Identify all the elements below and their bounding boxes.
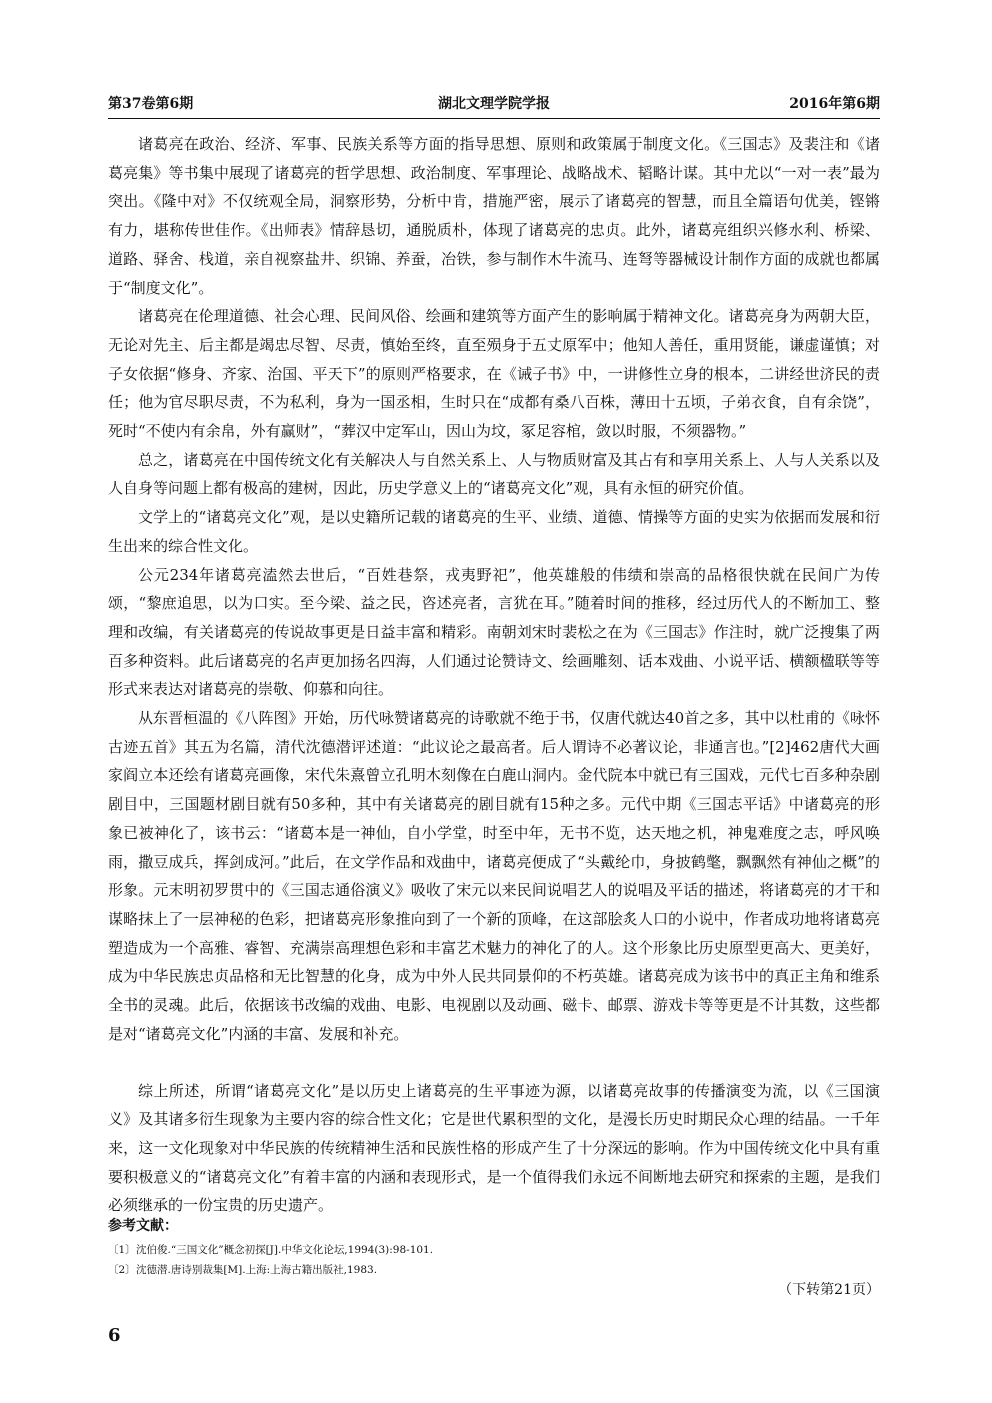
header-volume: 第37卷第6期 (108, 96, 194, 112)
reference-item (108, 1260, 880, 1280)
reference-text: 沈德潜.唐诗别裁集[M].上海:上海古籍出版社,1983. (136, 1264, 378, 1276)
references-heading: 参考文献： (108, 1218, 178, 1234)
paragraph-spiritual-culture: 诸葛亮在伦理道德、社会心理、民间风俗、绘画和建筑等方面产生的影响属于精神文化。诸葛亮身为两朝大臣，无论对先主、后主都是竭忠尽智、尽责，慎始至终，直至殒身于五丈原军中；他知人善任，重用贤能，谦虚谨慎；对子女依据“修身、齐家、治国、平天下”的原则严格要求，在《诫子书》中，一讲修性立身的根本，二讲经世济民的责任；他为官尽职尽责，不为私利，身为一国丞相，生时只在“成都有桑八百株，薄田十五顷，子弟衣食，自有余饶”，死时“不使内有余帛，外有赢财”，“葬汉中定军山，因山为坟，冢足容棺，敛以时服，不须器物。” (108, 307, 880, 441)
article-body (108, 130, 880, 1220)
continued-on-note: （下转第21页） (778, 1282, 880, 1298)
paragraph-literary-view: 文学上的“诸葛亮文化”观，是以史籍所记载的诸葛亮的生平、业绩、道德、情操等方面的史实为依据而发展和衍生出来的综合性文化。 (108, 508, 880, 555)
header-journal-title: 湖北文理学院学报 (438, 96, 550, 112)
paragraph-conclusion: 综上所述，所谓“诸葛亮文化”是以历史上诸葛亮的生平事迹为源，以诸葛亮故事的传播演变为流，以《三国演义》及其诸多衍生现象为主要内容的综合性文化；它是世代累积型的文化，是漫长历史时期民众心理的结晶。一千年来，这一文化现象对中华民族的传统精神生活和民族性格的形成产生了十分深远的影响。作为中国传统文化中具有重要积极意义的“诸葛亮文化”有着丰富的内涵和表现形式，是一个值得我们永远不间断地去研究和探索的主题，是我们必须继承的一份宝贵的历史遗产。 (108, 1081, 880, 1215)
header-rule (108, 118, 880, 119)
header-issue: 2016年第6期 (789, 96, 880, 112)
references-section (108, 1216, 880, 1280)
page-number: 6 (108, 1325, 121, 1346)
paragraph-folk-transmission: 公元234年诸葛亮溘然去世后，“百姓巷祭，戎夷野祀”，他英雄般的伟绩和崇高的品格很快就在民间广为传颂，“黎庶追思，以为口实。至今梁、益之民，咨述亮者，言犹在耳。”随着时间的推移，经过历代人的不断加工、整理和改编，有关诸葛亮的传说故事更是日益丰富和精彩。南朝刘宋时裴松之在为《三国志》作注时，就广泛搜集了两百多种资料。此后诸葛亮的名声更加扬名四海，人们通过论赞诗文、绘画雕刻、话本戏曲、小说平话、横额楹联等等形式来表达对诸葛亮的崇敬、仰慕和向往。 (108, 565, 880, 699)
running-header (108, 94, 880, 114)
reference-number: 〔2〕 (108, 1264, 136, 1276)
reference-text: 沈伯俊.“三国文化”概念初探[J].中华文化论坛,1994(3):98-101. (136, 1244, 434, 1256)
paragraph-institutional-culture: 诸葛亮在政治、经济、军事、民族关系等方面的指导思想、原则和政策属于制度文化。《三国志》及裴注和《诸葛亮集》等书集中展现了诸葛亮的哲学思想、政治制度、军事理论、战略战术、韬略计谋。其中尤以“一对一表”最为突出。《隆中对》不仅统观全局，洞察形势，分析中肯，措施严密，展示了诸葛亮的智慧，而且全篇语句优美，铿锵有力，堪称传世佳作。《出师表》情辞恳切，通脱质朴，体现了诸葛亮的忠贞。此外，诸葛亮组织兴修水利、桥梁、道路、驿舍、栈道，亲自视察盐井、织锦、养蚕，冶铁，参与制作木牛流马、连弩等器械设计制作方面的成就也都属于“制度文化”。 (108, 135, 880, 297)
reference-item (108, 1240, 880, 1260)
reference-number: 〔1〕 (108, 1244, 136, 1256)
paragraph-literary-history: 从东晋桓温的《八阵图》开始，历代咏赞诸葛亮的诗歌就不绝于书，仅唐代就达40首之多，其中以杜甫的《咏怀古迹五首》其五为名篇，清代沈德潜评述道：“此议论之最高者。后人谓诗不必著议论，非通言也。”[2]462唐代大画家阎立本还绘有诸葛亮画像，宋代朱熹曾立孔明木刻像在白鹿山洞内。金代院本中就已有三国戏，元代七百多种杂剧剧目中，三国题材剧目就有50多种，其中有关诸葛亮的剧目就有15种之多。元代中期《三国志平话》中诸葛亮的形象已被神化了，该书云：“诸葛本是一神仙，自小学堂，时至中年，无书不览，达天地之机，神鬼难度之志，呼风唤雨，撒豆成兵，挥剑成河。”此后，在文学作品和戏曲中，诸葛亮便成了“头戴纶巾，身披鹤氅，飘飘然有神仙之概”的形象。元末明初罗贯中的《三国志通俗演义》吸收了宋元以来民间说唱艺人的说唱及平话的描述，将诸葛亮的才干和谋略抹上了一层神秘的色彩，把诸葛亮形象推向到了一个新的顶峰，在这部脍炙人口的小说中，作者成功地将诸葛亮塑造成为一个高雅、睿智、充满崇高理想色彩和丰富艺术魅力的神化了的人。这个形象比历史原型更高大、更美好，成为中华民族忠贞品格和无比智慧的化身，成为中外人民共同景仰的不朽英雄。诸葛亮成为该书中的真正主角和维系全书的灵魂。此后，依据该书改编的戏曲、电影、电视剧以及动画、磁卡、邮票、游戏卡等等更是不计其数，这些都是对“诸葛亮文化”内涵的丰富、发展和补充。 (108, 709, 880, 1043)
paragraph-historical-summary: 总之，诸葛亮在中国传统文化有关解决人与自然关系上、人与物质财富及其占有和享用关系上、人与人关系以及人自身等问题上都有极高的建树，因此，历史学意义上的“诸葛亮文化”观，具有永恒的研究价值。 (108, 450, 880, 498)
